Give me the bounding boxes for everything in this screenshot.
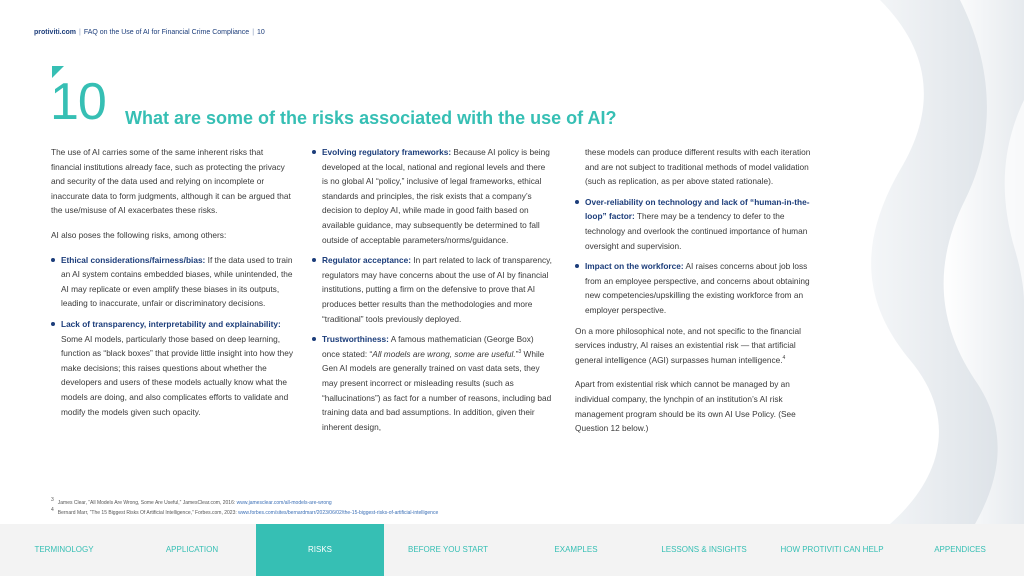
bullet-text: There may be a tendency to defer to the technology and overlook the continued importance of human oversight and supervision.: [585, 211, 808, 251]
bullet-title: Regulator acceptance:: [322, 255, 411, 266]
quote-close: ”: [515, 348, 519, 359]
bullet-text: If the data used to train an AI system contains embedded biases, while unintended, the AI may replicate or even amplify these biases in its outputs, leading to inaccurate, unfair or discriminatory decisions.: [61, 254, 293, 309]
bullet-icon: [575, 264, 579, 268]
section-nav-bar: [0, 524, 1024, 576]
running-header: protiviti.com | FAQ on the Use of AI for Financial Crime Compliance | 10: [34, 29, 265, 36]
bullet-text: AI raises concerns about job loss from an employee perspective, and concerns about obtaining new competencies/upskilling the existing workforce from an employer perspective.: [585, 261, 810, 315]
list-item: [312, 332, 552, 434]
footnotes: [51, 498, 438, 518]
footnote-link[interactable]: www.jamesclear.com/all-models-are-wrong: [236, 500, 332, 506]
footnote-number: 3: [51, 497, 54, 504]
footnote-number: 4: [51, 507, 54, 514]
footnote-text: James Clear, “All Models Are Wrong, Some Are Useful,” JamesClear.com, 2016:: [57, 500, 237, 506]
closing-paragraph: Apart from existential risk which cannot be managed by an individual company, the lynchpin of an institution’s AI risk management program should be its own AI Use Policy. (See Question 12 below.): [575, 379, 796, 434]
footnote-link[interactable]: www.forbes.com/sites/bernardmarr/2023/06/02/the-15-biggest-risks-of-artificial-intelligence: [238, 510, 439, 516]
tab-terminology[interactable]: TERMINOLOGY: [34, 545, 94, 554]
bullet-text: While Gen AI models are generally trained on vast data sets, they may present incorrect or misleading results (such as “hallucinations”) as fact for a number of reasons, including bad training data and bad assumptions. In addition, given their inherent design,: [322, 348, 552, 432]
tab-application[interactable]: APPLICATION: [165, 545, 219, 554]
tab-before-you-start[interactable]: BEFORE YOU START: [407, 545, 488, 554]
footnote-text: Bernard Marr, “The 15 Biggest Risks Of Artificial Intelligence,” Forbes.com, 2023:: [57, 510, 239, 516]
bullet-title: Over-reliability on technology and lack of “human-in-the-loop” factor:: [585, 196, 810, 222]
bullet-icon: [575, 200, 579, 204]
tab-lessons-insights[interactable]: LESSONS & INSIGHTS: [661, 545, 747, 554]
bullet-text: In part related to lack of transparency, regulators may have concerns about the use of AI by financial institutions, putting a firm on the defensive to prove that AI produces better results than the methodologies and more “traditional” tools previously deployed.: [322, 255, 552, 324]
bullet-title: Trustworthiness:: [322, 334, 389, 345]
continuation-paragraph: these models can produce different results with each iteration and are not subject to traditional methods of model validation (such as replication, as per above stated rationale).: [585, 147, 811, 187]
list-item: [51, 253, 295, 311]
intro-paragraph: The use of AI carries some of the same inherent risks that financial institutions already face, such as protecting the privacy and security of the data used and relying on incomplete or inaccurate data to form judgments, although it can be argued that the use/misuse of AI exacerbates these risks.: [51, 147, 291, 216]
page-number: 10: [257, 29, 265, 36]
bullet-icon: [312, 258, 316, 262]
bullet-text: Some AI models, particularly those based on deep learning, function as “black boxes” that provide little insight into how they make decisions; this raises questions about whether the developers and users of these models actually know what the models are doing, and also complicates efforts to validate and modify the models given such opacity.: [61, 333, 293, 417]
tab-examples[interactable]: EXAMPLES: [554, 545, 598, 554]
bullet-title: Lack of transparency, interpretability and explainability:: [61, 318, 281, 329]
quote-text: All models are wrong, some are useful.: [372, 348, 516, 359]
tab-appendices[interactable]: APPENDICES: [934, 545, 986, 554]
philosophy-paragraph: [575, 324, 821, 368]
list-item: [575, 259, 821, 317]
bullet-icon: [312, 150, 316, 154]
footnote-ref[interactable]: 4: [782, 354, 786, 361]
list-item: [575, 195, 821, 253]
bullet-text: Because AI policy is being developed at the local, national and regional levels and there is no global AI “policy,” inclusive of legal frameworks, ethical standards and principles, the risk exists that a company’s decision to deploy AI, while made in good faith based on available guidance, may subsequently be determined to fall outside of acceptable parameters/norms/guidance.: [322, 147, 550, 245]
bullet-icon: [51, 322, 55, 326]
lead-paragraph: AI also poses the following risks, among others:: [51, 229, 227, 240]
tab-risks[interactable]: RISKS: [256, 524, 384, 576]
text-column-3: [575, 145, 821, 446]
text-column-2: [312, 145, 552, 440]
bullet-text: A famous mathematician (George Box) once stated: “: [322, 334, 534, 359]
footnote-item: [51, 508, 438, 518]
bullet-title: Impact on the workforce:: [585, 261, 684, 272]
bullet-icon: [312, 337, 316, 341]
list-item: [51, 317, 295, 419]
brand-link[interactable]: protiviti.com: [34, 29, 77, 36]
document-title: FAQ on the Use of AI for Financial Crime Compliance: [83, 29, 250, 36]
page-title: What are some of the risks associated with the use of AI?: [125, 108, 617, 128]
text-column-1: [51, 145, 295, 425]
tab-how-protiviti-can-help[interactable]: HOW PROTIVITI CAN HELP: [780, 545, 884, 554]
footnote-item: [51, 498, 438, 508]
question-number: 10: [50, 73, 106, 131]
bullet-title: Evolving regulatory frameworks:: [322, 147, 452, 157]
list-item: [312, 253, 552, 326]
bullet-title: Ethical considerations/fairness/bias:: [61, 254, 206, 265]
philosophy-text: On a more philosophical note, and not specific to the financial services industry, AI raises an existential risk — that artificial general intelligence (AGI) surpasses human intelligence.: [575, 325, 801, 365]
list-item: [312, 145, 552, 247]
bullet-icon: [51, 258, 55, 262]
footnote-ref[interactable]: 3: [518, 348, 522, 355]
